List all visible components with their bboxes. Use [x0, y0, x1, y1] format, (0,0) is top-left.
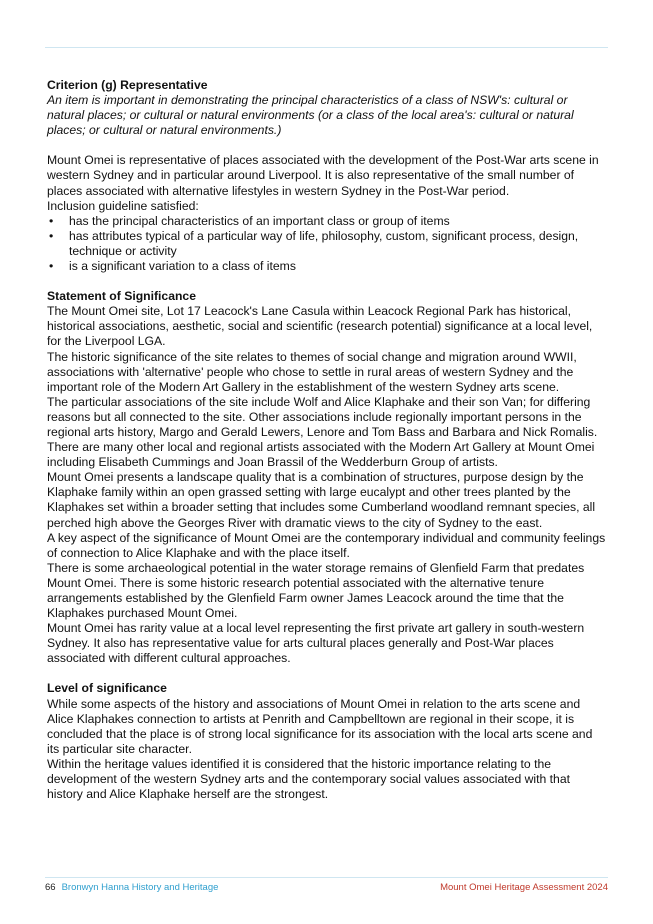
- statement-section: [47, 289, 607, 666]
- statement-heading: Statement of Significance: [47, 289, 196, 304]
- statement-paragraph: Mount Omei presents a landscape quality that is a combination of structures, purpose design by the Klaphake family within an open grassed setting with large eucalypt and other trees planted by the Klaphakes set within a broader setting that includes some Cumberland woodland remnant species, all perched high above the Georges River with dramatic views to the city of Sydney to the east.: [47, 470, 596, 530]
- guideline-list: [47, 214, 607, 274]
- header-rule: [45, 47, 608, 48]
- statement-paragraph: The historic significance of the site relates to themes of social change and migration around WWII, associations with 'alternative' people who chose to settle in rural areas of western Sydney and the important role of the Modern Art Gallery in the establishment of the western Sydney arts scene.: [47, 349, 577, 394]
- level-section: [47, 681, 607, 802]
- criterion-body: Mount Omei is representative of places associated with the development of the Post-War arts scene in western Sydney and in particular around Liverpool. It is also representative of the small number of places associated with alternative lifestyles in western Sydney in the Post-War period.: [47, 153, 599, 198]
- criterion-definition: An item is important in demonstrating the principal characteristics of a class of NSW's: cultural or natural places; or cultural or natural environments (or a class of the local area's: cultural or natural places; or cultural or natural environments.): [47, 93, 574, 138]
- guideline-item: • has attributes typical of a particular way of life, philosophy, custom, significant process, design, technique or activity: [47, 229, 607, 259]
- guideline-item: • is a significant variation to a class of items: [47, 259, 607, 274]
- statement-paragraph: The Mount Omei site, Lot 17 Leacock's Lane Casula within Leacock Regional Park has historical, historical associations, aesthetic, social and scientific (research potential) significance at a local level, for the Liverpool LGA.: [47, 304, 593, 349]
- guideline-item: • has the principal characteristics of an important class or group of items: [47, 214, 607, 229]
- footer-author: Bronwyn Hanna History and Heritage: [61, 882, 219, 893]
- guideline-label: Inclusion guideline satisfied:: [47, 198, 199, 213]
- page-content: [47, 78, 607, 802]
- criterion-section: [47, 78, 607, 274]
- page-number: 66: [45, 882, 56, 893]
- footer-document-title: Mount Omei Heritage Assessment 2024: [440, 882, 608, 893]
- footer-rule: [45, 877, 608, 878]
- level-paragraph: Within the heritage values identified it is considered that the historic importance relating to the development of the western Sydney arts and the contemporary social values associated with that history and Alice Klaphake herself are the strongest.: [47, 756, 570, 802]
- level-paragraph: While some aspects of the history and associations of Mount Omei in relation to the arts scene and Alice Klaphakes connection to artists at Penrith and Campbelltown are regional in their scope, it is concluded that the place is of strong local significance for its association with the local arts scene and its particular site character.: [47, 696, 593, 756]
- page-footer: [45, 882, 608, 894]
- statement-paragraph: The particular associations of the site include Wolf and Alice Klaphake and their son Van; for differing reasons but all connected to the site. Other associations include regionally important persons in the regional arts history, Margo and Gerald Lewers, Lenore and Tom Bass and Barbara and Nick Romalis. There are many other local and regional artists associated with the Modern Art Gallery at Mount Omei including Elisabeth Cummings and Joan Brassil of the Wedderburn Group of artists.: [47, 394, 598, 470]
- level-heading: Level of significance: [47, 681, 167, 696]
- criterion-heading: Criterion (g) Representative: [47, 78, 208, 92]
- statement-paragraph: There is some archaeological potential in the water storage remains of Glenfield Farm that predates Mount Omei. There is some historic research potential associated with the alternative tenure arrangements established by the Glenfield Farm owner James Leacock around the time that the Klaphakes purchased Mount Omei.: [47, 560, 585, 621]
- statement-paragraph: A key aspect of the significance of Mount Omei are the contemporary individual and community feelings of connection to Alice Klaphake and with the place itself.: [47, 530, 606, 560]
- statement-paragraph: Mount Omei has rarity value at a local level representing the first private art gallery in south-western Sydney. It also has representative value for arts cultural places generally and Post-War places associated with different cultural approaches.: [47, 621, 585, 666]
